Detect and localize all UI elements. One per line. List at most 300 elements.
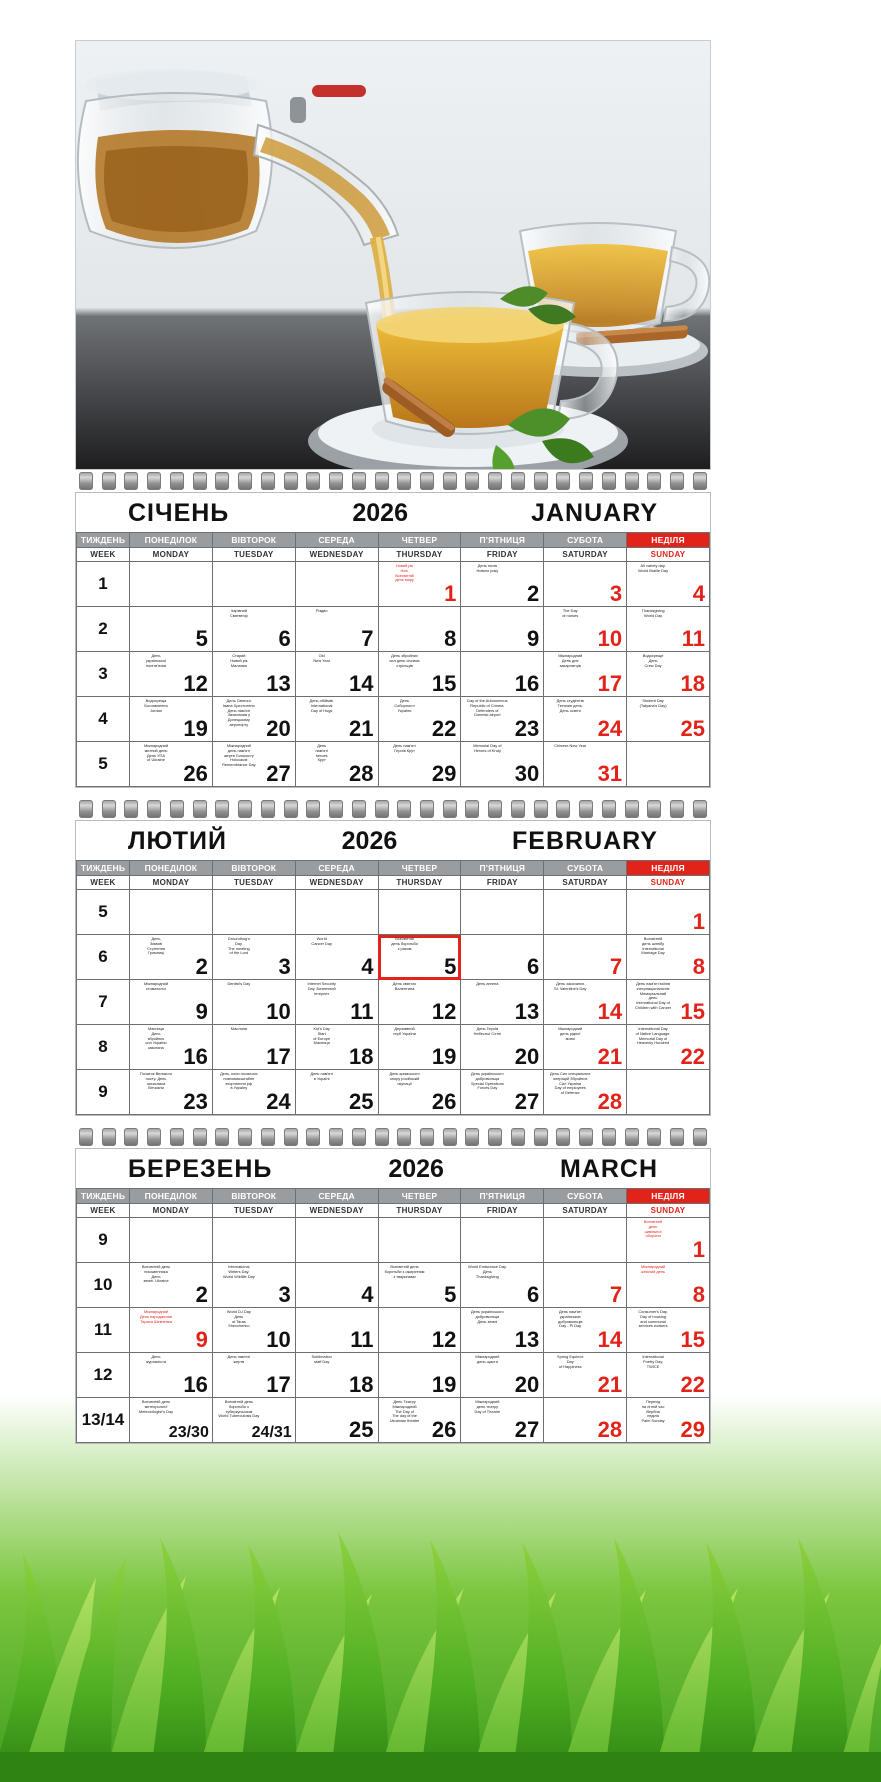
day-cell[interactable] xyxy=(212,607,295,652)
week-number: 13/14 xyxy=(77,1398,130,1443)
day-events: День журналіста xyxy=(145,1354,166,1364)
day-cell[interactable] xyxy=(461,697,544,742)
day-number: 7 xyxy=(609,954,623,979)
day-number: 1 xyxy=(692,909,705,934)
day-number: 29 xyxy=(680,1417,705,1442)
calendar-photo-tea xyxy=(75,40,711,470)
calendar-table-march xyxy=(76,1188,710,1443)
weekday-header-en: MONDAY xyxy=(130,548,213,562)
day-cell-empty xyxy=(295,890,378,935)
weekday-header-ua: П'ЯТНИЦЯ xyxy=(461,1189,544,1204)
day-cell[interactable] xyxy=(212,1398,295,1443)
day-cell[interactable] xyxy=(461,1398,544,1443)
calendar-week-row xyxy=(77,1308,710,1353)
day-cell[interactable] xyxy=(295,652,378,697)
day-number: 20 xyxy=(514,1372,540,1397)
week-number: 9 xyxy=(77,1070,130,1115)
day-number: 1 xyxy=(444,581,457,606)
day-cell[interactable] xyxy=(627,1218,710,1263)
month-name-en: FEBRUARY xyxy=(512,827,658,855)
day-events: Міжнародний День дня закарпатців xyxy=(558,653,583,668)
week-number: 1 xyxy=(77,562,130,607)
day-number: 3 xyxy=(609,581,623,606)
day-cell[interactable] xyxy=(544,652,627,697)
day-number: 22 xyxy=(680,1372,705,1397)
day-events: День збройних сил день січових стрільців xyxy=(389,653,420,668)
day-number: 15 xyxy=(680,999,705,1024)
day-events: Міжнародний жіночий день xyxy=(641,1264,666,1274)
week-number: 8 xyxy=(77,1025,130,1070)
day-events: День, коли почалося повномасштабне вторгнення рф в Україну xyxy=(220,1071,258,1091)
weekday-header-en: FRIDAY xyxy=(461,876,544,890)
day-events: День ангела xyxy=(476,981,499,986)
day-cell[interactable] xyxy=(130,1070,213,1115)
day-cell[interactable] xyxy=(461,607,544,652)
weekday-header-ua: ПОНЕДІЛОК xyxy=(130,861,213,876)
day-cell[interactable] xyxy=(544,1025,627,1070)
day-cell[interactable] xyxy=(295,1398,378,1443)
day-cell[interactable] xyxy=(212,1025,295,1070)
day-cell[interactable] xyxy=(627,980,710,1025)
day-events: День студентів Тетянин день. День освіти xyxy=(556,698,584,713)
day-cell[interactable] xyxy=(627,1025,710,1070)
day-cell[interactable] xyxy=(461,742,544,787)
day-events: Day of the Autonomous Republic of Crimea. Defenders of Donetsk airport xyxy=(467,698,508,718)
day-cell-empty xyxy=(295,1218,378,1263)
day-events: День українського добровольця Special Operations Forces Day xyxy=(470,1071,504,1091)
day-number: 20 xyxy=(514,1044,540,1069)
day-events: День закоханих St. Valentine's Day xyxy=(553,981,587,991)
day-events: Міжнародний день театру Day of Theatre xyxy=(474,1399,501,1414)
day-cell[interactable] xyxy=(130,742,213,787)
day-cell[interactable] xyxy=(461,935,544,980)
day-cell[interactable] xyxy=(130,1353,213,1398)
day-events: International Day of Native Language. Memorial Day of Heavenly Hundred xyxy=(635,1026,671,1046)
day-events: Масляна xyxy=(230,1026,247,1031)
day-cell[interactable] xyxy=(461,980,544,1025)
day-number: 26 xyxy=(431,1417,457,1442)
day-events: Chinese New Year xyxy=(554,743,587,748)
day-number: 13 xyxy=(266,671,291,696)
day-number: 12 xyxy=(431,1327,457,1352)
day-number: 8 xyxy=(444,626,457,651)
weekday-header-en: FRIDAY xyxy=(461,1204,544,1218)
wall-calendar xyxy=(75,40,711,1444)
day-cell-empty xyxy=(295,562,378,607)
week-number: 9 xyxy=(77,1218,130,1263)
day-cell[interactable] xyxy=(544,1263,627,1308)
day-cell[interactable] xyxy=(544,1353,627,1398)
day-cell[interactable] xyxy=(544,980,627,1025)
day-events: Старий Новий рік Маланка xyxy=(230,653,248,668)
week-number: 3 xyxy=(77,652,130,697)
day-cell[interactable] xyxy=(130,935,213,980)
day-number: 6 xyxy=(278,626,291,651)
day-events: День пам'яті жертв xyxy=(227,1354,251,1364)
day-number: 24 xyxy=(266,1089,291,1114)
day-number: 9 xyxy=(195,1327,208,1352)
day-number: 13 xyxy=(514,999,540,1024)
weekday-header-en: SATURDAY xyxy=(544,876,627,890)
day-cell[interactable] xyxy=(627,562,710,607)
weekday-header-en-row xyxy=(77,1204,710,1218)
day-events: Sublimation staff Day xyxy=(311,1354,332,1364)
day-cell-empty xyxy=(130,1218,213,1263)
weekday-header-ua: СЕРЕДА xyxy=(295,1189,378,1204)
day-events: Міжнародний день щастя xyxy=(475,1354,500,1364)
weekday-header-ua: ВІВТОРОК xyxy=(212,533,295,548)
day-number: 23/30 xyxy=(168,1424,209,1441)
day-number: 9 xyxy=(526,626,540,651)
day-cell-empty xyxy=(461,890,544,935)
calendar-week-row xyxy=(77,562,710,607)
weekday-header-en: THURSDAY xyxy=(378,876,461,890)
weekday-header-ua: СУБОТА xyxy=(544,533,627,548)
day-number: 5 xyxy=(444,1282,457,1307)
weekday-header-ua: ВІВТОРОК xyxy=(212,861,295,876)
day-cell[interactable] xyxy=(295,607,378,652)
day-number: 21 xyxy=(349,716,374,741)
day-cell[interactable] xyxy=(627,697,710,742)
weekday-header-en: THURSDAY xyxy=(378,1204,461,1218)
day-cell[interactable] xyxy=(378,1263,461,1308)
month-title-march xyxy=(76,1149,710,1188)
day-number: 19 xyxy=(431,1044,457,1069)
weekday-header-ua: ТИЖДЕНЬ xyxy=(77,861,130,876)
day-cell[interactable] xyxy=(378,935,461,980)
month-title-february xyxy=(76,821,710,860)
day-cell[interactable] xyxy=(378,697,461,742)
day-cell[interactable] xyxy=(295,935,378,980)
week-number: 5 xyxy=(77,890,130,935)
day-events: World DJ Day День of Taras Shevchenko xyxy=(226,1309,251,1329)
day-number: 6 xyxy=(526,954,540,979)
month-block-january xyxy=(75,492,711,788)
day-number: 19 xyxy=(431,1372,457,1397)
day-events: World Endurance Day. День Thanksgiving xyxy=(467,1264,507,1279)
day-number: 17 xyxy=(266,1044,291,1069)
weekday-header-ua: СУБОТА xyxy=(544,1189,627,1204)
day-cell[interactable] xyxy=(130,1263,213,1308)
day-events: День Героїв Небесної Сотні xyxy=(473,1026,502,1036)
day-number: 13 xyxy=(514,1327,540,1352)
day-events: International Poetry Day. TWICE xyxy=(642,1354,664,1369)
day-cell-empty xyxy=(544,1218,627,1263)
week-number: 10 xyxy=(77,1263,130,1308)
day-cell[interactable] xyxy=(212,742,295,787)
day-number: 4 xyxy=(361,1282,374,1307)
weekday-header-ua: СЕРЕДА xyxy=(295,533,378,548)
day-number: 28 xyxy=(597,1089,623,1114)
weekday-header-ua: СУБОТА xyxy=(544,861,627,876)
day-cell[interactable] xyxy=(295,1353,378,1398)
day-cell[interactable] xyxy=(627,890,710,935)
day-events: Student Day (Tatyana's Day) xyxy=(639,698,667,708)
weekday-header-ua: СЕРЕДА xyxy=(295,861,378,876)
day-number: 16 xyxy=(183,1372,208,1397)
day-events: День пам'яті heroes Крут xyxy=(315,743,328,763)
month-name-ua: БЕРЕЗЕНЬ xyxy=(128,1155,273,1183)
week-number: 6 xyxy=(77,935,130,980)
weekday-header-en: SUNDAY xyxy=(627,548,710,562)
month-year: 2026 xyxy=(352,499,408,527)
day-cell[interactable] xyxy=(295,1070,378,1115)
day-number: 19 xyxy=(183,716,208,741)
day-events: День пам'яті воїнів інтернаціоналістів Меморіальний день International Day of Children with Cancer xyxy=(635,981,672,1010)
day-events: Водохреща Богоявлення Jordan xyxy=(144,698,168,713)
day-number: 8 xyxy=(692,1282,705,1307)
day-events: День Театру Міжнародний The Day of The day of the Ukrainian theatre xyxy=(389,1399,420,1424)
day-cell[interactable] xyxy=(461,1263,544,1308)
weekday-header-en: WEEK xyxy=(77,1204,130,1218)
day-number: 25 xyxy=(349,1089,374,1114)
day-cell-empty xyxy=(544,890,627,935)
day-cell[interactable] xyxy=(212,1070,295,1115)
weekday-header-ua: ЧЕТВЕР xyxy=(378,861,461,876)
day-cell[interactable] xyxy=(378,1070,461,1115)
day-cell[interactable] xyxy=(130,1308,213,1353)
day-cell[interactable] xyxy=(544,935,627,980)
day-events: Чарівний Святвечір xyxy=(229,608,248,618)
day-events: Dentist's Day xyxy=(227,981,251,986)
day-cell[interactable] xyxy=(378,562,461,607)
day-events: Всесвітній день метеорології Meteorologist's Day xyxy=(138,1399,174,1414)
day-cell[interactable] xyxy=(461,1025,544,1070)
day-cell[interactable] xyxy=(544,607,627,652)
day-events: Всесвітній день цивільної оборони xyxy=(643,1219,663,1239)
day-events: All variety day. World Braille Day xyxy=(638,563,669,573)
day-number: 22 xyxy=(431,716,457,741)
day-cell[interactable] xyxy=(130,652,213,697)
day-cell[interactable] xyxy=(461,1070,544,1115)
day-number: 9 xyxy=(195,999,208,1024)
day-cell[interactable] xyxy=(295,1025,378,1070)
day-number: 27 xyxy=(514,1417,540,1442)
day-number: 14 xyxy=(597,999,623,1024)
day-cell[interactable] xyxy=(627,1353,710,1398)
weekday-header-en: SATURDAY xyxy=(544,548,627,562)
day-events: День Сил спеціальних операцій Збройних Сил України Day of employees of Defense xyxy=(550,1071,591,1096)
day-cell[interactable] xyxy=(378,607,461,652)
day-cell[interactable] xyxy=(295,697,378,742)
calendar-week-row xyxy=(77,1398,710,1443)
day-cell[interactable] xyxy=(461,562,544,607)
day-cell[interactable] xyxy=(627,935,710,980)
day-events: День пам'яті в Україні xyxy=(310,1071,333,1081)
day-number: 6 xyxy=(526,1282,540,1307)
weekday-header-en: MONDAY xyxy=(130,1204,213,1218)
day-cell[interactable] xyxy=(378,1308,461,1353)
day-number: 12 xyxy=(183,671,208,696)
weekday-header-en-row xyxy=(77,548,710,562)
day-events: Thanksgiving World Day xyxy=(641,608,665,618)
day-events: День обіймів. International Day of Hugs xyxy=(309,698,334,713)
weekday-header-ua: НЕДІЛЯ xyxy=(627,1189,710,1204)
calendar-week-row xyxy=(77,652,710,697)
day-number: 20 xyxy=(266,716,291,741)
day-number: 28 xyxy=(597,1417,623,1442)
wire-binding-3 xyxy=(75,1126,711,1148)
wire-binding-1 xyxy=(75,470,711,492)
day-cell[interactable] xyxy=(295,1308,378,1353)
day-cell-empty xyxy=(130,562,213,607)
day-cell[interactable] xyxy=(627,652,710,697)
day-number: 23 xyxy=(514,716,540,741)
day-cell[interactable] xyxy=(378,1025,461,1070)
day-cell[interactable] xyxy=(130,1398,213,1443)
day-number: 12 xyxy=(431,999,457,1024)
day-number: 26 xyxy=(183,761,208,786)
calendar-week-row xyxy=(77,1263,710,1308)
day-cell[interactable] xyxy=(378,980,461,1025)
calendar-week-row xyxy=(77,1025,710,1070)
weekday-header-ua: НЕДІЛЯ xyxy=(627,861,710,876)
weekday-header-en: WEEK xyxy=(77,876,130,890)
day-number: 14 xyxy=(349,671,374,696)
day-events: Міжнародний стоматолог xyxy=(143,981,169,991)
month-block-march xyxy=(75,1148,711,1444)
day-events: The Day of nurses xyxy=(562,608,579,618)
day-cell[interactable] xyxy=(627,1398,710,1443)
weekday-header-ua: ЧЕТВЕР xyxy=(378,1189,461,1204)
calendar-table-january xyxy=(76,532,710,787)
week-number: 5 xyxy=(77,742,130,787)
day-number: 24 xyxy=(597,716,623,741)
weekday-header-en: WEEK xyxy=(77,548,130,562)
day-cell[interactable] xyxy=(544,1308,627,1353)
calendar-week-row xyxy=(77,1070,710,1115)
day-cell[interactable] xyxy=(212,980,295,1025)
weekday-header-en: SUNDAY xyxy=(627,876,710,890)
week-number: 4 xyxy=(77,697,130,742)
month-name-ua: ЛЮТИЙ xyxy=(128,827,227,855)
calendar-table-february xyxy=(76,860,710,1115)
day-events: Kid's Day Start of Europe Масниця xyxy=(313,1026,331,1046)
day-number: 23 xyxy=(183,1089,208,1114)
day-cell-empty xyxy=(212,890,295,935)
weekday-header-en: WEDNESDAY xyxy=(295,1204,378,1218)
day-number: 16 xyxy=(183,1044,208,1069)
day-cell[interactable] xyxy=(544,1070,627,1115)
day-cell[interactable] xyxy=(130,607,213,652)
day-number: 18 xyxy=(680,671,705,696)
day-cell[interactable] xyxy=(627,1263,710,1308)
weekday-header-ua-row xyxy=(77,1189,710,1204)
day-cell-empty xyxy=(212,1218,295,1263)
weekday-header-ua: ПОНЕДІЛОК xyxy=(130,533,213,548)
day-events: День української політв'язня xyxy=(145,653,167,668)
weekday-header-ua-row xyxy=(77,861,710,876)
day-cell[interactable] xyxy=(295,1263,378,1308)
day-cell[interactable] xyxy=(461,1308,544,1353)
day-events: Old New Year xyxy=(313,653,331,663)
day-cell[interactable] xyxy=(130,697,213,742)
day-cell[interactable] xyxy=(212,1353,295,1398)
day-number: 14 xyxy=(597,1327,623,1352)
day-events: Новий рік Нов. Всесвітній день миру xyxy=(395,563,414,583)
day-number: 17 xyxy=(597,671,623,696)
day-cell[interactable] xyxy=(627,742,710,787)
day-number: 22 xyxy=(680,1044,705,1069)
day-cell[interactable] xyxy=(544,1398,627,1443)
day-events: Перехід на літній час Вербна неділя Palm Sunday xyxy=(641,1399,665,1424)
day-cell[interactable] xyxy=(212,1263,295,1308)
weekday-header-en: THURSDAY xyxy=(378,548,461,562)
weekday-header-ua-row xyxy=(77,533,710,548)
day-events: Всесвітній день боротьби з туберкульозом World Tuberculosis Day xyxy=(218,1399,260,1419)
day-cell[interactable] xyxy=(461,1353,544,1398)
day-cell[interactable] xyxy=(212,697,295,742)
day-cell[interactable] xyxy=(378,1398,461,1443)
day-cell[interactable] xyxy=(378,742,461,787)
weekday-header-en: TUESDAY xyxy=(212,1204,295,1218)
day-cell[interactable] xyxy=(627,1070,710,1115)
day-events: Groundhog's Day. The meeting of the Lord xyxy=(227,936,250,956)
day-number: 11 xyxy=(681,626,705,651)
month-year: 2026 xyxy=(388,1155,444,1183)
day-cell-empty xyxy=(378,1218,461,1263)
day-number: 16 xyxy=(514,671,540,696)
month-name-ua: СІЧЕНЬ xyxy=(128,499,230,527)
calendar-week-row xyxy=(77,1353,710,1398)
day-cell[interactable] xyxy=(627,607,710,652)
day-number: 2 xyxy=(195,954,208,979)
day-number: 7 xyxy=(609,1282,623,1307)
day-events: Міжнародний митний день День УПА of Ukraine xyxy=(143,743,169,763)
day-cell[interactable] xyxy=(212,1308,295,1353)
weekday-header-ua: ПОНЕДІЛОК xyxy=(130,1189,213,1204)
day-events: День Зимові Стрітення Громниці xyxy=(147,936,165,956)
day-cell[interactable] xyxy=(212,652,295,697)
day-cell[interactable] xyxy=(461,652,544,697)
day-cell[interactable] xyxy=(295,742,378,787)
day-events: Consumer's Day. Day of housing and communal services workers xyxy=(638,1309,668,1329)
day-number: 18 xyxy=(349,1044,374,1069)
weekday-header-en: WEDNESDAY xyxy=(295,548,378,562)
day-events: День пам'яті українських добровольців Day - Pi Day xyxy=(557,1309,583,1329)
week-number: 2 xyxy=(77,607,130,652)
week-number: 12 xyxy=(77,1353,130,1398)
day-cell[interactable] xyxy=(295,980,378,1025)
calendar-week-row xyxy=(77,980,710,1025)
day-events: День святого Валентина xyxy=(392,981,417,991)
weekday-header-en: TUESDAY xyxy=(212,548,295,562)
day-cell[interactable] xyxy=(627,1308,710,1353)
day-cell-empty xyxy=(378,890,461,935)
day-events: День кримського опору російській окупації xyxy=(389,1071,420,1086)
day-number: 31 xyxy=(597,761,623,786)
day-number: 27 xyxy=(266,761,291,786)
day-number: 21 xyxy=(597,1044,623,1069)
day-cell[interactable] xyxy=(130,1025,213,1070)
day-number: 10 xyxy=(597,626,623,651)
calendar-week-row xyxy=(77,697,710,742)
day-cell-empty xyxy=(212,562,295,607)
day-cell[interactable] xyxy=(378,1353,461,1398)
day-cell[interactable] xyxy=(544,742,627,787)
day-cell[interactable] xyxy=(544,697,627,742)
day-cell[interactable] xyxy=(212,935,295,980)
day-number: 5 xyxy=(444,954,457,979)
day-number: 18 xyxy=(349,1372,374,1397)
day-number: 25 xyxy=(680,716,705,741)
day-cell[interactable] xyxy=(544,562,627,607)
month-name-en: MARCH xyxy=(559,1155,658,1183)
day-cell[interactable] xyxy=(378,652,461,697)
day-number: 10 xyxy=(266,999,291,1024)
day-cell[interactable] xyxy=(130,980,213,1025)
weekday-header-ua: ТИЖДЕНЬ xyxy=(77,533,130,548)
